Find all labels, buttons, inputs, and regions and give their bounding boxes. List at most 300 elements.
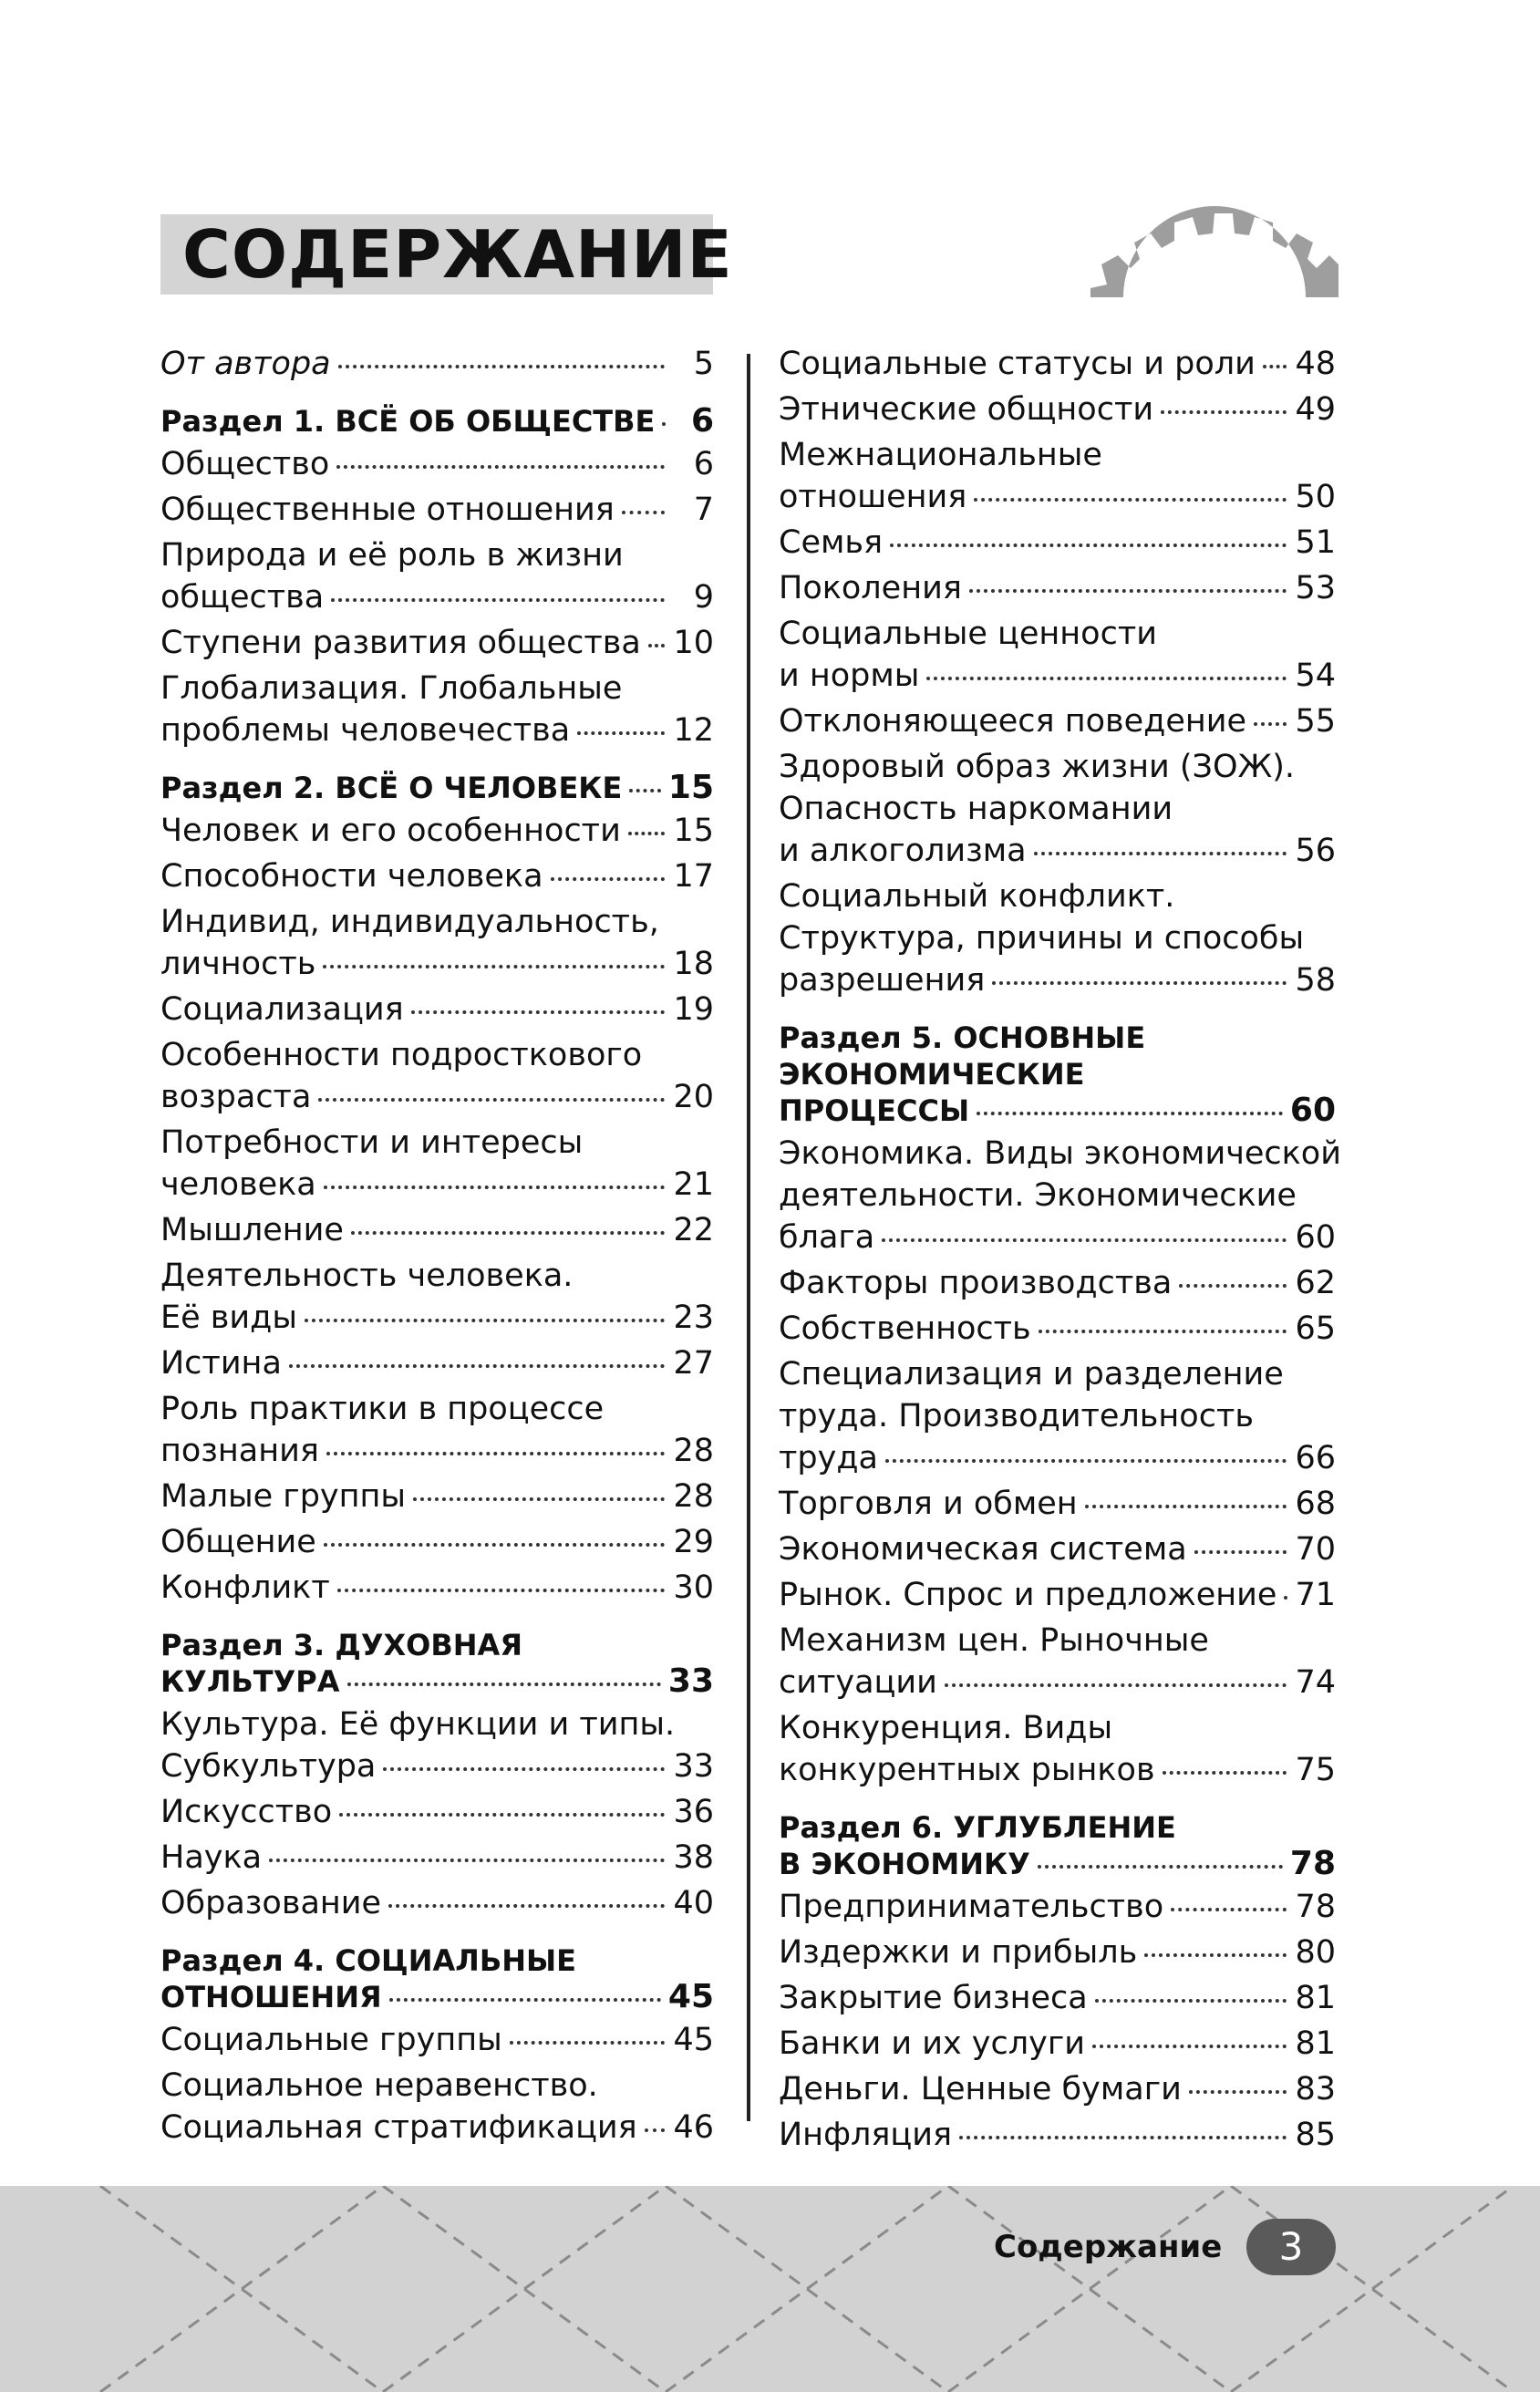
dot-leader [324, 1543, 665, 1547]
toc-line [160, 2065, 714, 2107]
toc-entry-title: Экономика. Виды экономической [779, 1135, 1341, 1172]
toc-line [160, 855, 714, 897]
toc-entry[interactable] [160, 855, 714, 897]
toc-right-column [779, 341, 1341, 2156]
toc-line [160, 668, 714, 709]
toc-entry[interactable] [779, 1528, 1336, 1570]
toc-page-number: 5 [693, 346, 714, 382]
dot-leader [326, 1452, 665, 1455]
toc-line [779, 830, 1336, 872]
toc-entry[interactable] [779, 522, 1336, 564]
toc-line [779, 1977, 1336, 2019]
toc-entry[interactable] [779, 2023, 1336, 2065]
toc-page-number: 6 [690, 402, 714, 440]
toc-entry[interactable] [779, 567, 1336, 609]
toc-section-heading[interactable] [160, 1942, 714, 2015]
toc-entry-title: личность [160, 946, 316, 982]
toc-entry-title: Здоровый образ жизни (ЗОЖ). [779, 749, 1295, 785]
toc-entry-title: Малые группы [160, 1478, 407, 1515]
dot-leader [347, 1683, 661, 1686]
toc-entry[interactable] [779, 1977, 1336, 2019]
toc-line [779, 746, 1336, 788]
dot-leader [411, 1010, 665, 1014]
toc-entry-title: Факторы производства [779, 1265, 1173, 1301]
toc-entry-title: Предпринимательство [779, 1889, 1164, 1925]
toc-entry[interactable] [160, 1521, 714, 1563]
toc-entry[interactable] [779, 1574, 1336, 1616]
toc-entry[interactable] [160, 1882, 714, 1924]
toc-entry-title: Искусство [160, 1794, 333, 1830]
toc-page-number: 22 [673, 1212, 714, 1248]
toc-page-number: 49 [1295, 391, 1336, 428]
toc-line [779, 1574, 1336, 1616]
page-number-badge: 3 [1246, 2219, 1336, 2275]
toc-page-number: 68 [1295, 1486, 1336, 1522]
gear-icon [1090, 199, 1338, 297]
toc-entry-title: отношения [779, 479, 967, 515]
toc-line [160, 443, 714, 485]
toc-entry-title: Истина [160, 1345, 282, 1382]
dot-leader [1179, 1284, 1287, 1288]
toc-entry[interactable] [160, 1567, 714, 1609]
toc-page-number: 28 [673, 1478, 714, 1515]
dot-leader [885, 1459, 1287, 1463]
toc-page-number: 15 [667, 769, 714, 806]
dot-leader [1254, 722, 1287, 726]
toc-page-number: 60 [1295, 1219, 1336, 1256]
toc-line [160, 1567, 714, 1609]
toc-line [160, 1837, 714, 1879]
dot-leader [1194, 1550, 1287, 1554]
toc-line [779, 788, 1336, 830]
dot-leader [269, 1859, 665, 1862]
dot-leader [289, 1364, 665, 1368]
toc-entry-title: Социальное неравенство. [160, 2067, 598, 2104]
toc-entry-title: Социализация [160, 991, 404, 1028]
toc-page-number: 81 [1295, 2025, 1336, 2062]
toc-line [779, 1707, 1336, 1749]
toc-line [779, 1056, 1336, 1092]
toc-entry[interactable] [160, 1255, 714, 1339]
toc-entry-title: Этнические общности [779, 391, 1154, 428]
toc-entry-title: Поколения [779, 570, 962, 606]
toc-entry-title: Конкуренция. Виды [779, 1710, 1113, 1746]
toc-entry[interactable] [779, 1262, 1336, 1304]
toc-line [160, 576, 714, 618]
dot-leader [1095, 1999, 1287, 2003]
dot-leader [336, 465, 665, 469]
toc-entry-title: Социальный конфликт. [779, 878, 1175, 915]
toc-line [779, 1353, 1336, 1395]
toc-entry-title: Общественные отношения [160, 492, 615, 528]
toc-line [160, 1076, 714, 1118]
dot-leader [628, 832, 665, 835]
toc-entry-title: Социальные ценности [779, 616, 1157, 652]
toc-entry-title: ПРОЦЕССЫ [779, 1093, 970, 1128]
toc-entry[interactable] [779, 613, 1336, 697]
toc-line [160, 1034, 714, 1076]
toc-line [160, 2107, 714, 2149]
dot-leader [1038, 1865, 1283, 1869]
toc-entry-title: Рынок. Спрос и предложение [779, 1577, 1277, 1613]
toc-page-number: 45 [667, 1978, 714, 2015]
toc-entry-title: Раздел 2. ВСЁ О ЧЕЛОВЕКЕ [160, 771, 623, 805]
toc-line [779, 1020, 1336, 1056]
toc-line [779, 1662, 1336, 1703]
toc-page-number: 51 [1295, 524, 1336, 561]
toc-entry[interactable] [160, 668, 714, 751]
toc-line [160, 709, 714, 751]
toc-entry-title: Мышление [160, 1212, 344, 1248]
toc-line [160, 1255, 714, 1297]
dot-leader [318, 1098, 665, 1102]
toc-line [779, 1262, 1336, 1304]
toc-line [779, 1620, 1336, 1662]
toc-line [160, 534, 714, 576]
toc-entry-title: человека [160, 1166, 316, 1203]
dot-leader [977, 1112, 1283, 1115]
toc-page-number: 58 [1295, 962, 1336, 999]
toc-page-number: 33 [667, 1662, 714, 1700]
toc-entry-title: деятельности. Экономические [779, 1177, 1297, 1214]
toc-page-number: 78 [1295, 1889, 1336, 1925]
toc-entry-title: Межнациональные [779, 437, 1102, 473]
toc-entry[interactable] [779, 1353, 1336, 1479]
toc-page-number: 40 [673, 1885, 714, 1921]
dot-leader [1144, 1953, 1287, 1957]
toc-page-number: 30 [673, 1569, 714, 1606]
toc-entry[interactable] [160, 534, 714, 618]
dot-leader [1189, 2090, 1287, 2094]
toc-page-number: 29 [673, 1524, 714, 1560]
toc-page-number: 21 [673, 1166, 714, 1203]
toc-line [160, 810, 714, 852]
toc-line [160, 403, 714, 440]
dot-leader [1034, 852, 1287, 855]
toc-entry-title: Издержки и прибыль [779, 1934, 1138, 1971]
dot-leader [1284, 1596, 1287, 1600]
toc-page-number: 53 [1295, 570, 1336, 606]
toc-page-number: 46 [673, 2109, 714, 2146]
dot-leader [1171, 1908, 1287, 1911]
toc-entry[interactable] [779, 1931, 1336, 1973]
toc-line [779, 1092, 1336, 1129]
toc-entry-title: Закрытие бизнеса [779, 1980, 1088, 2016]
toc-page-number: 83 [1295, 2071, 1336, 2107]
toc-line [779, 1931, 1336, 1973]
toc-entry-title: Человек и его особенности [160, 813, 621, 849]
toc-line [160, 1122, 714, 1164]
toc-line [779, 343, 1336, 385]
toc-entry[interactable] [160, 1388, 714, 1472]
toc-entry-title: общества [160, 579, 325, 616]
toc-line [160, 1663, 714, 1700]
footer-band [0, 2186, 1540, 2392]
toc-line [779, 476, 1336, 518]
toc-line [160, 1791, 714, 1833]
toc-entry-title: конкурентных рынков [779, 1752, 1155, 1788]
toc-entry-title: ЭКОНОМИЧЕСКИЕ [779, 1057, 1085, 1092]
toc-entry[interactable] [160, 1122, 714, 1206]
dot-leader [324, 1186, 665, 1189]
toc-page-number: 36 [673, 1794, 714, 1830]
toc-entry[interactable] [160, 1837, 714, 1879]
toc-page-number: 38 [673, 1839, 714, 1876]
toc-entry-title: Собственность [779, 1310, 1031, 1347]
toc-entry-title: От автора [160, 346, 331, 382]
toc-page-number: 62 [1295, 1265, 1336, 1301]
dot-leader [1039, 1330, 1287, 1333]
toc-line [779, 1217, 1336, 1258]
dot-leader [305, 1319, 665, 1322]
toc-line [160, 489, 714, 531]
toc-entry-title: Раздел 6. УГЛУБЛЕНИЕ [779, 1810, 1176, 1845]
toc-line [779, 2114, 1336, 2156]
toc-page-number: 18 [673, 946, 714, 982]
dot-leader [648, 644, 665, 647]
toc-entry-title: Глобализация. Глобальные [160, 670, 623, 707]
toc-entry[interactable] [779, 388, 1336, 430]
toc-line [779, 567, 1336, 609]
toc-line [779, 1528, 1336, 1570]
toc-line [160, 622, 714, 664]
dot-leader [577, 731, 665, 735]
toc-entry-title: Семья [779, 524, 884, 561]
dot-leader [1263, 365, 1287, 368]
toc-page-number: 12 [673, 712, 714, 749]
toc-entry[interactable] [779, 1620, 1336, 1703]
toc-entry-title: Инфляция [779, 2117, 953, 2153]
toc-entry[interactable] [779, 1707, 1336, 1791]
column-divider [747, 354, 750, 2121]
toc-page-number: 55 [1295, 703, 1336, 740]
dot-leader [337, 1589, 665, 1592]
dot-leader [1163, 1771, 1287, 1775]
toc-line [160, 1209, 714, 1251]
toc-entry-title: В ЭКОНОМИКУ [779, 1847, 1030, 1881]
toc-entry[interactable] [160, 2065, 714, 2149]
toc-line [779, 1749, 1336, 1791]
toc-page-number: 7 [693, 492, 714, 528]
toc-entry-title: Раздел 5. ОСНОВНЫЕ [779, 1020, 1146, 1055]
toc-page-number: 28 [673, 1433, 714, 1469]
toc-line [160, 1745, 714, 1787]
toc-entry-title: Способности человека [160, 858, 543, 895]
toc-entry[interactable] [779, 1886, 1336, 1928]
toc-section-heading[interactable] [160, 770, 714, 806]
dot-leader [510, 2041, 665, 2045]
toc-entry-title: возраста [160, 1079, 312, 1115]
toc-entry[interactable] [779, 1308, 1336, 1350]
toc-entry[interactable] [160, 1791, 714, 1833]
toc-line [779, 613, 1336, 655]
toc-entry-title: Структура, причины и способы [779, 920, 1305, 957]
toc-entry-title: ситуации [779, 1664, 937, 1701]
toc-line [779, 1846, 1336, 1882]
toc-page-number: 23 [673, 1300, 714, 1336]
toc-line [160, 1297, 714, 1339]
toc-line [779, 1133, 1341, 1175]
toc-entry[interactable] [779, 875, 1336, 1001]
toc-page-number: 60 [1289, 1092, 1336, 1129]
toc-line [160, 1703, 714, 1745]
toc-line [160, 943, 714, 985]
toc-line [160, 1164, 714, 1206]
toc-entry[interactable] [779, 1483, 1336, 1525]
toc-entry[interactable] [160, 810, 714, 852]
toc-section-heading[interactable] [160, 1627, 714, 1700]
dot-leader [662, 422, 665, 426]
toc-entry[interactable] [779, 2114, 1336, 2156]
toc-line [779, 1886, 1336, 1928]
toc-page-number: 10 [673, 625, 714, 661]
dot-leader [974, 498, 1287, 502]
toc-page-number: 65 [1295, 1310, 1336, 1347]
toc-entry-title: Банки и их услуги [779, 2025, 1085, 2062]
dot-leader [622, 511, 665, 514]
toc-entry[interactable] [779, 2068, 1336, 2110]
dot-leader [645, 2128, 665, 2132]
dot-leader [388, 1904, 665, 1908]
toc-entry-title: Ступени развития общества [160, 625, 641, 661]
toc-entry-title: Деятельность человека. [160, 1258, 574, 1294]
toc-entry-title: Образование [160, 1885, 382, 1921]
toc-entry[interactable] [160, 1342, 714, 1384]
toc-line [160, 1388, 714, 1430]
toc-entry[interactable] [779, 700, 1336, 742]
toc-page-number: 17 [673, 858, 714, 895]
toc-entry[interactable] [160, 901, 714, 985]
toc-section-heading[interactable] [160, 403, 714, 440]
toc-entry[interactable] [779, 746, 1336, 872]
toc-entry-title: и нормы [779, 658, 920, 694]
toc-entry-title: Конфликт [160, 1569, 330, 1606]
toc-entry[interactable] [160, 1476, 714, 1517]
dot-leader [383, 1767, 665, 1771]
toc-entry-title: Общение [160, 1524, 316, 1560]
toc-entry-title: блага [779, 1219, 875, 1256]
dot-leader [413, 1497, 665, 1501]
toc-entry[interactable] [779, 1133, 1341, 1258]
toc-entry[interactable] [160, 1209, 714, 1251]
toc-line [779, 1809, 1336, 1846]
toc-entry[interactable] [160, 989, 714, 1030]
toc-entry-title: Раздел 1. ВСЁ ОБ ОБЩЕСТВЕ [160, 404, 656, 439]
toc-entry-title: Наука [160, 1839, 263, 1876]
toc-page-number: 9 [693, 579, 714, 616]
dot-leader [1092, 2045, 1287, 2048]
toc-line [160, 1942, 714, 1979]
toc-line [160, 343, 714, 385]
dot-leader [882, 1238, 1287, 1242]
toc-entry-title: Потребности и интересы [160, 1124, 584, 1161]
toc-page-number: 80 [1295, 1934, 1336, 1971]
toc-line [160, 1882, 714, 1924]
dot-leader [331, 598, 665, 602]
toc-entry[interactable] [160, 1034, 714, 1118]
toc-line [779, 700, 1336, 742]
toc-page-number: 50 [1295, 479, 1336, 515]
toc-entry-title: труда [779, 1440, 878, 1476]
toc-page-number: 71 [1295, 1577, 1336, 1613]
toc-page-number: 6 [693, 446, 714, 482]
toc-line [160, 1979, 714, 2015]
toc-line [779, 1308, 1336, 1350]
toc-page-number: 66 [1295, 1440, 1336, 1476]
toc-left-column [160, 341, 714, 2149]
dot-leader [338, 365, 665, 368]
dot-leader [969, 589, 1287, 593]
toc-entry-title: Механизм цен. Рыночные [779, 1622, 1209, 1659]
toc-entry[interactable] [160, 443, 714, 485]
toc-entry-title: Её виды [160, 1300, 297, 1336]
toc-page-number: 85 [1295, 2117, 1336, 2153]
dot-leader [389, 1998, 661, 2002]
toc-entry[interactable] [160, 1703, 714, 1787]
toc-entry-title: разрешения [779, 962, 986, 999]
toc-entry-title: Социальная стратификация [160, 2109, 637, 2146]
toc-page-number: 48 [1295, 346, 1336, 382]
dot-leader [351, 1231, 665, 1235]
toc-page-number: 70 [1295, 1531, 1336, 1568]
toc-line [160, 1342, 714, 1384]
toc-line [160, 989, 714, 1030]
toc-entry-title: Социальные группы [160, 2022, 502, 2058]
toc-entry-title: Отклоняющееся поведение [779, 703, 1247, 740]
toc-page-number: 33 [673, 1748, 714, 1785]
toc-entry-title: проблемы человечества [160, 712, 571, 749]
toc-line [160, 901, 714, 943]
toc-page-number: 56 [1295, 833, 1336, 869]
toc-line [779, 434, 1336, 476]
toc-entry-title: Роль практики в процессе [160, 1391, 605, 1427]
toc-entry-title: и алкоголизма [779, 833, 1027, 869]
toc-entry-title: Культура. Её функции и типы. [160, 1706, 676, 1743]
toc-entry-title: Социальные статусы и роли [779, 346, 1256, 382]
toc-entry-title: Опасность наркомании [779, 791, 1173, 827]
toc-line [160, 2019, 714, 2061]
toc-entry-title: Торговля и обмен [779, 1486, 1078, 1522]
toc-entry[interactable] [779, 434, 1336, 518]
toc-page-number: 27 [673, 1345, 714, 1382]
toc-section-heading[interactable] [779, 1809, 1336, 1882]
toc-line [779, 875, 1336, 917]
toc-entry[interactable] [160, 2019, 714, 2061]
toc-page-number: 45 [673, 2022, 714, 2058]
dot-leader [945, 1683, 1287, 1687]
toc-line [779, 1483, 1336, 1525]
toc-line [779, 2023, 1336, 2065]
footer-label: Содержание [994, 2229, 1223, 2265]
dot-leader [890, 544, 1287, 547]
toc-line [160, 1627, 714, 1663]
toc-entry-title: Раздел 3. ДУХОВНАЯ [160, 1628, 522, 1662]
toc-entry-title: КУЛЬТУРА [160, 1664, 340, 1699]
toc-entry[interactable] [160, 489, 714, 531]
toc-entry[interactable] [160, 622, 714, 664]
toc-line [160, 1521, 714, 1563]
dot-leader [629, 789, 661, 792]
toc-line [779, 522, 1336, 564]
footer-pattern [0, 2186, 1540, 2392]
toc-entry-title: Особенности подросткового [160, 1037, 643, 1073]
toc-section-heading[interactable] [779, 1020, 1336, 1129]
toc-entry[interactable] [779, 343, 1336, 385]
toc-line [779, 1175, 1336, 1217]
toc-page-number: 19 [673, 991, 714, 1028]
dot-leader [339, 1813, 665, 1817]
toc-entry[interactable] [160, 343, 714, 385]
